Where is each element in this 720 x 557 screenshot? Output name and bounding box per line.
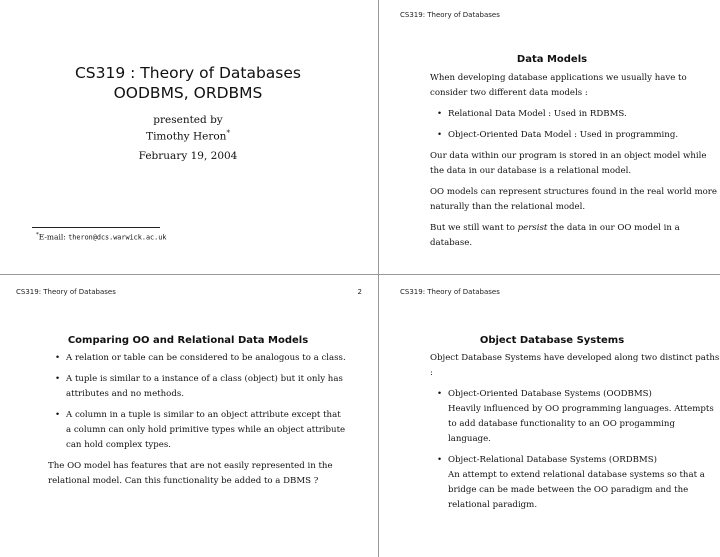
slide-header: CS319: Theory of Databases	[16, 288, 116, 296]
slide-title: Object Database Systems	[479, 335, 625, 346]
footnote-marker-ref: *	[36, 232, 39, 238]
list-item-text: A relation or table can be considered to be analogous to a class.	[66, 353, 346, 363]
footnote	[36, 232, 166, 242]
slide-body	[430, 351, 720, 519]
page-number: 2	[357, 288, 362, 296]
item-description: An attempt to extend relational database systems so that a bridge can be made between the OO paradigm and the relational paradigm.	[448, 470, 705, 510]
footnote-rule	[32, 227, 160, 228]
paragraph	[430, 221, 720, 251]
bullet-icon: •	[55, 410, 61, 420]
list-item-text: A column in a tuple is similar to an object attribute except that a column can only hold primitive types while an object attribute can hold complex types.	[66, 410, 346, 450]
slide-title	[0, 0, 376, 272]
slide-data-models	[384, 0, 720, 272]
lecture-date: February 19, 2004	[138, 150, 238, 162]
bullet-icon: •	[437, 455, 443, 465]
slide-comparing-models	[0, 277, 376, 557]
item-heading: Object-Oriented Database Systems (OODBMS)	[448, 389, 652, 399]
bullet-list	[430, 387, 720, 513]
item-heading: Object-Relational Database Systems (ORDBMS)	[448, 455, 657, 465]
slide-header: CS319: Theory of Databases	[400, 288, 500, 296]
text-run: the data in our OO model in a database.	[430, 223, 680, 248]
bullet-list	[430, 107, 720, 143]
lecture-title: OODBMS, ORDBMS	[113, 84, 263, 102]
slide-body	[430, 71, 720, 257]
footnote-marker: *	[226, 129, 230, 137]
bullet-icon: •	[437, 130, 443, 140]
text-run: But we still want to	[430, 223, 518, 233]
list-item	[48, 408, 348, 453]
list-item	[430, 387, 720, 447]
paragraph: OO models can represent structures found in the real world more naturally than the relational model.	[430, 187, 717, 212]
bullet-list	[48, 351, 348, 453]
course-title: CS319 : Theory of Databases	[74, 64, 301, 82]
presented-by: presented by	[153, 114, 223, 126]
footnote-email: theron@dcs.warwick.ac.uk	[68, 233, 167, 242]
bullet-icon: •	[437, 389, 443, 399]
list-item	[430, 128, 720, 143]
list-item-text: A tuple is similar to a instance of a class (object) but it only has attributes and no methods.	[66, 374, 343, 399]
paragraph: Our data within our program is stored in an object model while the data in our database is a relational model.	[430, 151, 707, 176]
footnote-prefix: E-mail:	[38, 232, 69, 242]
slide-title: Data Models	[516, 54, 588, 65]
list-item	[48, 351, 348, 366]
horizontal-divider	[0, 274, 720, 275]
list-item-text: Object-Oriented Data Model : Used in programming.	[448, 130, 679, 140]
item-description: Heavily influenced by OO programming languages. Attempts to add database functionality to an OO progamming language.	[448, 404, 714, 444]
slide-body	[48, 351, 348, 495]
closing-paragraph: The OO model has features that are not easily represented in the relational model. Can this functionality be added to a DBMS ?	[48, 461, 333, 486]
bullet-icon: •	[55, 353, 61, 363]
list-item-text: Relational Data Model : Used in RDBMS.	[448, 109, 627, 119]
bullet-icon: •	[437, 109, 443, 119]
intro-paragraph: When developing database applications we usually have to consider two different data models :	[430, 73, 687, 98]
slide-object-database-systems	[384, 277, 720, 557]
list-item	[430, 453, 720, 513]
list-item	[48, 372, 348, 402]
vertical-divider	[378, 0, 379, 557]
intro-paragraph: Object Database Systems have developed along two distinct paths :	[430, 353, 720, 378]
slide-title: Comparing OO and Relational Data Models	[67, 335, 309, 346]
author-line	[0, 129, 376, 143]
bullet-icon: •	[55, 374, 61, 384]
list-item	[430, 107, 720, 122]
author-name: Timothy Heron	[146, 130, 227, 143]
emphasis: persist	[517, 223, 548, 233]
slide-header: CS319: Theory of Databases	[400, 11, 500, 19]
